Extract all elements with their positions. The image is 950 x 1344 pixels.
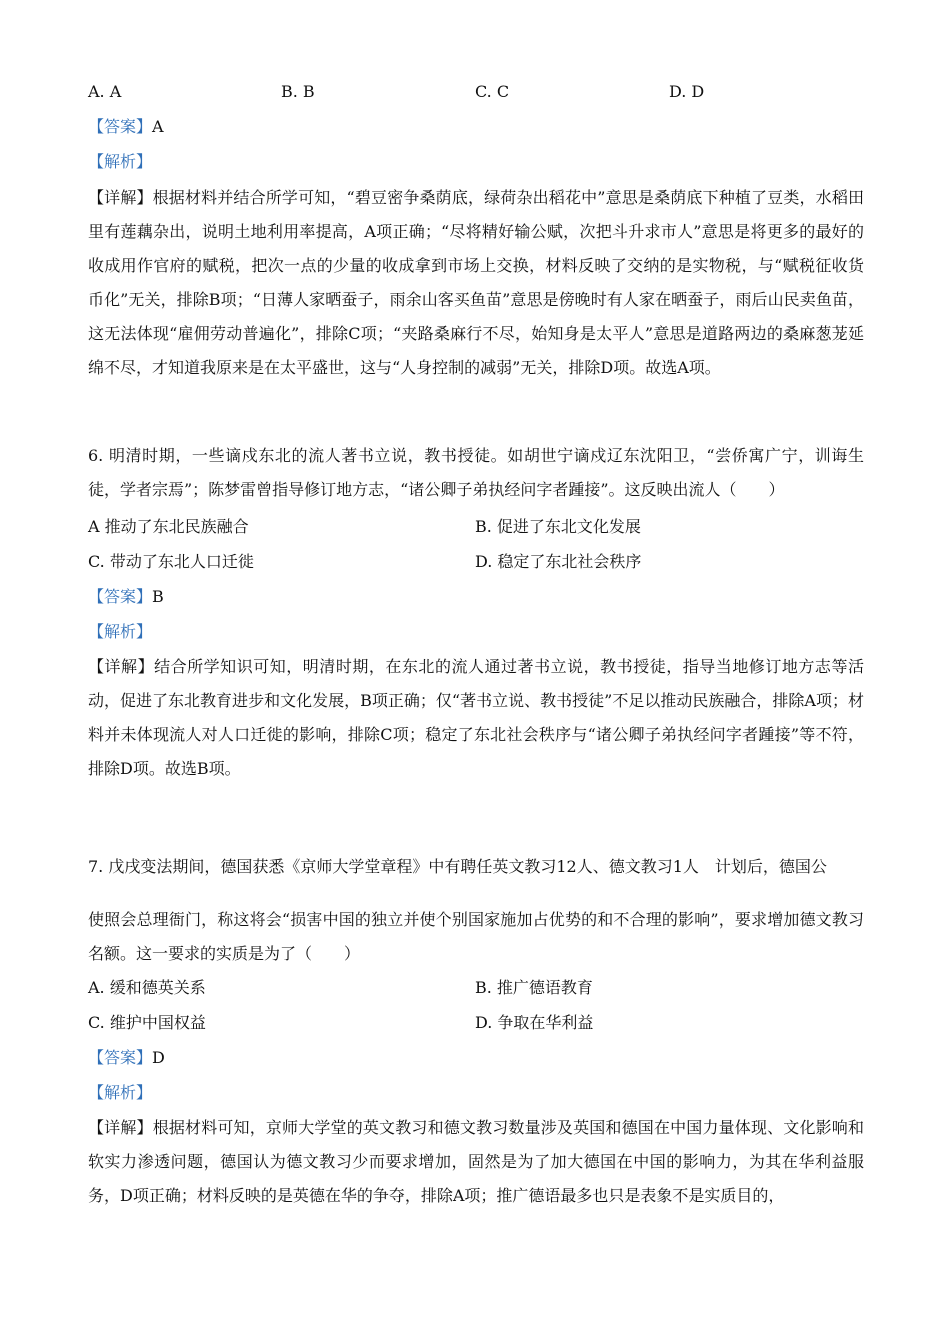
- q6-option-a: A 推动了东北民族融合: [88, 517, 249, 536]
- q6-stem: 6. 明清时期，一些谪戍东北的流人著书立说，教书授徒。如胡世宁谪戍辽东沈阳卫，“尝侨寓广宁，训诲生徒，学者宗焉”；陈梦雷曾指导修订地方志，“诸公卿子弟执经问字者踵接”。这反映出流人（ ）: [88, 446, 864, 499]
- q6-detail: [88, 650, 864, 786]
- q6-answer-value: B: [152, 587, 164, 606]
- q7-option-a: A. 缓和德英关系: [88, 978, 206, 997]
- q5-option-d: D. D: [669, 82, 705, 101]
- q7-detail-text: 根据材料可知，京师大学堂的英文教习和德文教习数量涉及英国和德国在中国力量体现、文化影响和软实力渗透问题，德国认为德文教习少而要求增加，固然是为了加大德国在中国的影响力，为其在华利益服务，D项正确；材料反映的是英德在华的争夺，排除A项；推广德语最多也只是表象不是实质目的，: [88, 1118, 864, 1205]
- q7-option-b: B. 推广德语教育: [475, 978, 593, 997]
- q5-detail-text: 根据材料并结合所学可知，“碧豆密争桑荫底，绿荷杂出稻花中”意思是桑荫底下种植了豆类，水稻田里有莲藕杂出，说明土地利用率提高，A项正确；“尽将精好输公赋，次把斗升求市人”意思是将更多的最好的收成用作官府的赋税，把次一点的少量的收成拿到市场上交换，材料反映了交纳的是实物税，与“赋税征收货币化”无关，排除B项；“日薄人家晒蚕子，雨余山客买鱼苗”意思是傍晚时有人家在晒蚕子，雨后山民卖鱼苗，这无法体现“雇佣劳动普遍化”，排除C项；“夹路桑麻行不尽，始知身是太平人”意思是道路两边的桑麻葱茏延绵不尽，才知道我原来是在太平盛世，这与“人身控制的减弱”无关，排除D项。故选A项。: [88, 188, 864, 377]
- q5-answer-value: A: [152, 117, 164, 136]
- q6-option-b: B. 促进了东北文化发展: [475, 517, 641, 536]
- q5-answer-label: 【答案】: [88, 117, 153, 136]
- q7-stem-rest: 使照会总理衙门，称这将会“损害中国的独立并使个别国家施加占优势的和不合理的影响”，要求增加德文教习名额。这一要求的实质是为了（ ）: [88, 910, 864, 963]
- q5-option-a: A. A: [88, 82, 122, 101]
- q6-answer: [88, 587, 868, 607]
- q5-detail-label: 【详解】: [88, 188, 153, 207]
- q6-detail-label: 【详解】: [88, 657, 155, 676]
- q5-answer: [88, 117, 868, 137]
- q7-option-d: D. 争取在华利益: [475, 1013, 594, 1032]
- q7-answer-label: 【答案】: [88, 1048, 153, 1067]
- q5-analysis-label: 【解析】: [88, 152, 153, 171]
- q7-answer-value: D: [152, 1048, 165, 1067]
- q7-answer: [88, 1048, 868, 1068]
- q7-analysis-label: 【解析】: [88, 1083, 153, 1102]
- q5-detail: [88, 181, 864, 385]
- q7-detail-label: 【详解】: [88, 1118, 153, 1137]
- q7-detail: [88, 1111, 864, 1213]
- q5-option-b: B. B: [281, 82, 315, 101]
- q7-stem-line1: 7. 戊戌变法期间，德国获悉《京师大学堂章程》中有聘任英文教习12人、德文教习1人 计划后，德国公: [88, 857, 827, 876]
- q6-analysis-label: 【解析】: [88, 622, 153, 641]
- q6-option-d: D. 稳定了东北社会秩序: [475, 552, 642, 571]
- q6-option-c: C. 带动了东北人口迁徙: [88, 552, 254, 571]
- q6-answer-label: 【答案】: [88, 587, 153, 606]
- q7-option-c: C. 维护中国权益: [88, 1013, 206, 1032]
- q6-detail-text: 结合所学知识可知，明清时期，在东北的流人通过著书立说，教书授徒，指导当地修订地方志等活动，促进了东北教育进步和文化发展，B项正确；仅“著书立说、教书授徒”不足以推动民族融合，排除A项；材料并未体现流人对人口迁徙的影响，排除C项；稳定了东北社会秩序与“诸公卿子弟执经问字者踵接”等不符，排除D项。故选B项。: [88, 657, 864, 778]
- q5-option-c: C. C: [475, 82, 510, 101]
